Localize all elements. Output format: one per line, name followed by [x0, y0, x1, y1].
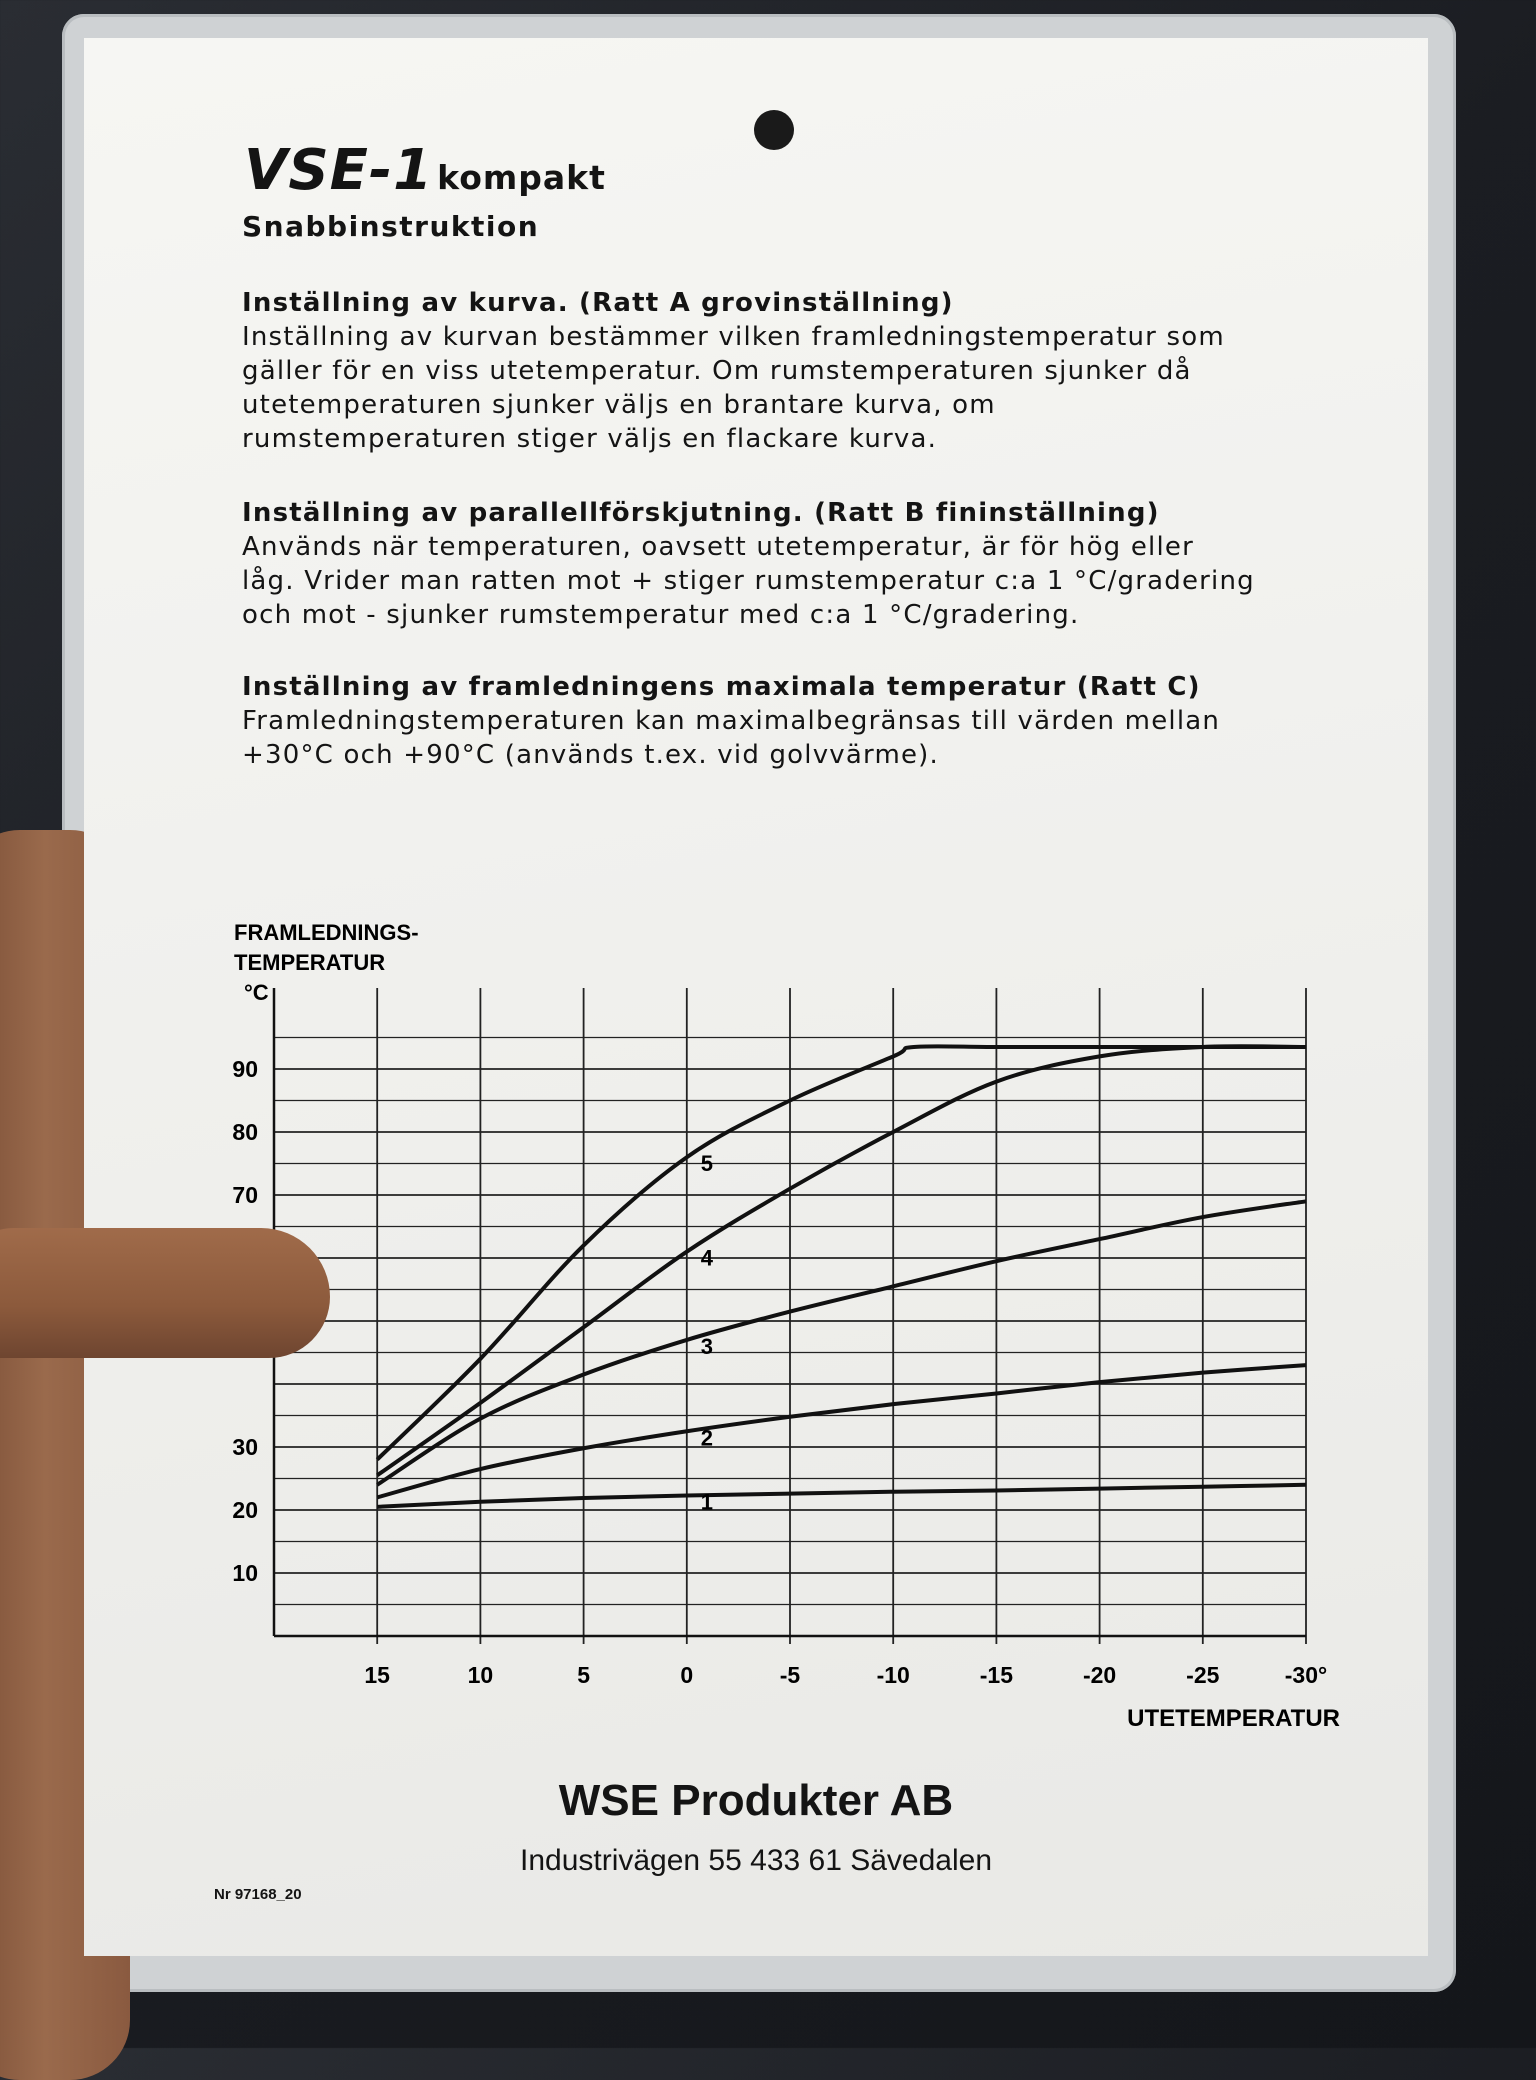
document-number: Nr 97168_20 — [214, 1886, 302, 1903]
y-tick-label: 20 — [232, 1497, 258, 1523]
x-tick-label: -15 — [979, 1662, 1014, 1688]
thumb — [0, 1228, 330, 1358]
curve-5 — [377, 1046, 1306, 1459]
curve-3 — [377, 1201, 1306, 1485]
y-axis-label-line-1: FRAMLEDNINGS- — [234, 920, 419, 945]
instruction-card — [84, 38, 1428, 1956]
y-tick-label: 30 — [232, 1434, 258, 1460]
section-heading: Inställning av kurva. (Ratt A grovinställning) — [242, 288, 954, 318]
y-tick-label: 10 — [232, 1560, 258, 1586]
y-tick-label: 90 — [232, 1056, 258, 1082]
section-text: Används när temperaturen, oavsett utetemperatur, är för hög eller låg. Vrider man ratten mot + stiger rumstemperatur c:a 1 °C/gradering och mot - sjunker rumstemperatur med c:a 1 °C/gradering. — [242, 532, 1255, 630]
title-sub: kompakt — [437, 158, 606, 197]
x-tick-label: 5 — [577, 1662, 590, 1688]
company-address: Industrivägen 55 433 61 Sävedalen — [519, 1844, 993, 1877]
curve-label-1: 1 — [700, 1489, 714, 1515]
y-axis-label-unit: °C — [244, 980, 269, 1005]
section-heading: Inställning av framledningens maximala temperatur (Ratt C) — [242, 672, 1201, 702]
chart-labels — [232, 1056, 1327, 1688]
curve-label-5: 5 — [700, 1151, 714, 1177]
curve-2 — [377, 1365, 1306, 1497]
section-heading: Inställning av parallellförskjutning. (Ratt B fininställning) — [242, 498, 1160, 528]
x-tick-label: 0 — [680, 1662, 694, 1688]
curve-1 — [377, 1485, 1306, 1507]
x-tick-label: 10 — [467, 1662, 494, 1688]
x-tick-label: -10 — [876, 1662, 910, 1688]
x-axis-label: UTETEMPERATUR — [1127, 1705, 1340, 1732]
section-text: Inställning av kurvan bestämmer vilken framledningstemperatur som gäller för en viss utetemperatur. Om rumstemperaturen sjunker då utetemperaturen sjunker väljs en brantare kurva, om rumstemperaturen stiger väljs en flackare kurva. — [242, 322, 1225, 454]
heating-curve-chart — [84, 38, 1428, 1956]
curve-label-4: 4 — [700, 1245, 714, 1271]
section-text: Framledningstemperaturen kan maximalbegränsas till värden mellan +30°C och +90°C (används t.ex. vid golvvärme). — [242, 706, 1221, 770]
y-tick-label: 80 — [232, 1119, 258, 1145]
chart-curves — [377, 1046, 1306, 1507]
subtitle: Snabbinstruktion — [242, 210, 540, 243]
x-tick-label: -20 — [1082, 1662, 1117, 1688]
y-axis-label-line-2: TEMPERATUR — [234, 950, 386, 975]
chart-grid — [274, 988, 1306, 1644]
title-main: VSE-1 — [244, 138, 434, 203]
y-tick-label: 70 — [232, 1182, 258, 1208]
curve-label-2: 2 — [700, 1425, 714, 1451]
curve-label-3: 3 — [700, 1333, 714, 1359]
x-tick-label: 15 — [364, 1662, 390, 1688]
x-tick-label: -30° — [1284, 1662, 1328, 1688]
x-tick-label: -25 — [1186, 1662, 1220, 1688]
x-tick-label: -5 — [779, 1662, 801, 1688]
company-name: WSE Produkter AB — [558, 1776, 954, 1825]
